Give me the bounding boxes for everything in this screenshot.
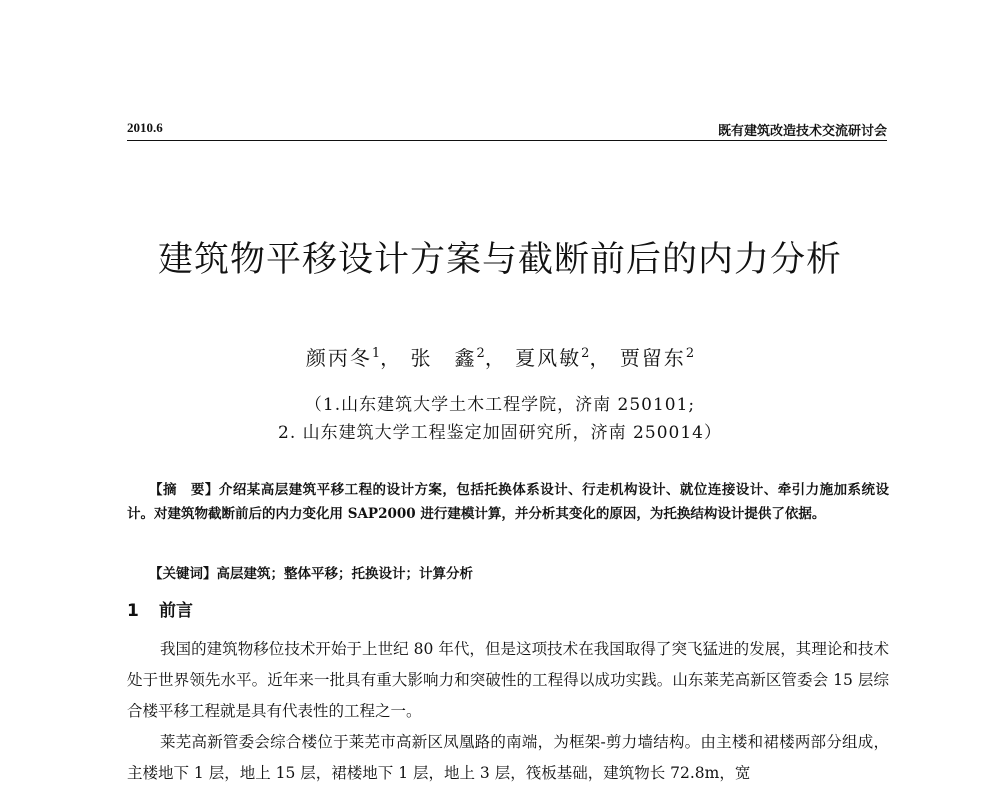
affiliation-line-1: （1.山东建筑大学土木工程学院，济南 250101; <box>304 395 696 415</box>
abstract-text: 介绍某高层建筑平移工程的设计方案，包括托换体系设计、行走机构设计、就位连接设计、牵引力施加系统设计。对建筑物截断前后的内力变化用 SAP2000 进行建模计算，并分析其变化的原因，为托换结构设计提供了依据。 <box>127 482 890 522</box>
section-title: 前言 <box>159 601 193 621</box>
author-affiliation-mark: 2 <box>685 346 695 361</box>
author: 张 鑫 <box>410 346 477 370</box>
header-date: 2010.6 <box>127 120 163 135</box>
section-number: 1 <box>127 601 139 621</box>
author-affiliation-mark: 2 <box>581 346 590 361</box>
author-list: 颜丙冬$^1$， 张 鑫$^2$， 夏风敏$^2$， 贾留东$^2$ <box>305 346 695 370</box>
body-paragraph: 莱芜高新管委会综合楼位于莱芜市高新区凤凰路的南端，为框架-剪力墙结构。由主楼和裙楼两部分组成，主楼地下 1 层，地上 15 层，裙楼地下 1 层，地上 3 层，筏板基础，建筑物长 72.8m，宽 <box>127 733 889 782</box>
author: 颜丙冬 <box>305 346 372 370</box>
abstract-label: 【摘 要】 <box>149 482 219 498</box>
affiliation-line-2: 2. 山东建筑大学工程鉴定加固研究所，济南 250014） <box>278 423 722 443</box>
body-text <box>127 634 889 789</box>
body-paragraph: 我国的建筑物移位技术开始于上世纪 80 年代，但是这项技术在我国取得了突飞猛进的发展，其理论和技术处于世界领先水平。近年来一批具有重大影响力和突破性的工程得以成功实践。山东莱芜高新区管委会 15 层综合楼平移工程就是具有代表性的工程之一。 <box>127 640 889 720</box>
section-heading <box>127 596 193 621</box>
keywords-text: 高层建筑；整体平移；托换设计；计算分析 <box>216 566 473 582</box>
author: 贾留东 <box>619 346 686 370</box>
author: 夏风敏 <box>515 346 582 370</box>
header-conference: 既有建筑改造技术交流研讨会 <box>717 123 887 138</box>
author-affiliation-mark: 1 <box>371 346 381 361</box>
running-header <box>127 118 887 140</box>
author-affiliation-mark: 2 <box>476 346 485 361</box>
header-rule <box>127 140 887 141</box>
keywords <box>149 562 473 582</box>
abstract <box>127 478 889 526</box>
paper-title: 建筑物平移设计方案与截断前后的内力分析 <box>157 240 842 280</box>
keywords-label: 【关键词】 <box>149 566 217 582</box>
